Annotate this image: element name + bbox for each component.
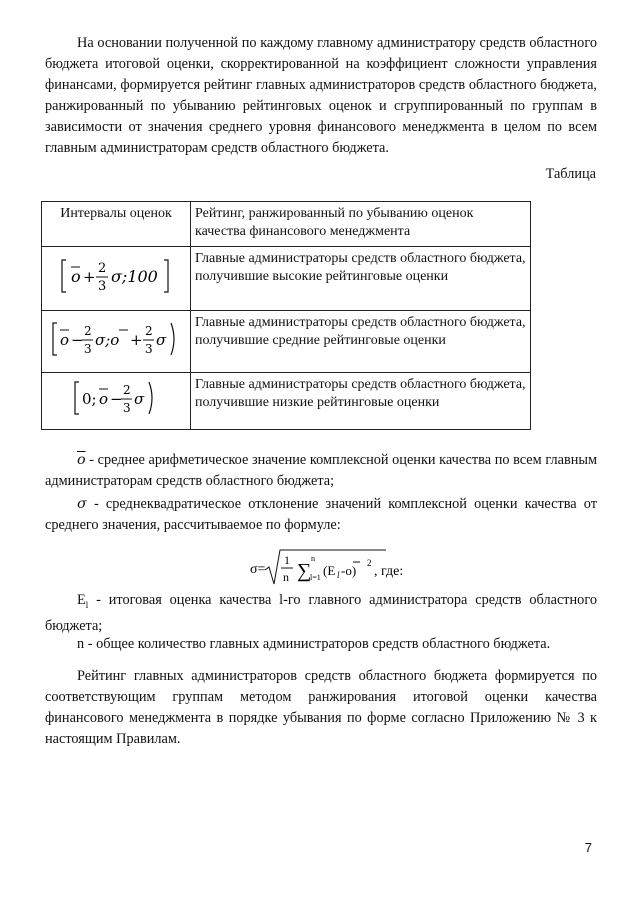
svg-text:σ;100: σ;100 [111,266,158,286]
formula-suffix: , где: [374,564,404,579]
description-high: Главные администраторы средств областного бюджета, получившие высокие рейтинговые оценки [191,247,531,311]
svg-text:σ;o: σ;o [95,330,120,349]
svg-text:3: 3 [145,341,153,356]
svg-text:2: 2 [367,558,372,568]
page-number: 7 [584,840,592,855]
definition-sigma [45,494,597,536]
intro-paragraph: На основании полученной по каждому главному администратору средств областного бюджета итоговой оценки, скорректированной на коэффициент сложности управления финансами, формируется рейтинг главных администраторов средств областного бюджета, ранжированный по убыванию рейтинговых оценок и сгруппированный по группам в зависимости от значения среднего уровня финансового менеджмента в целом по всем главным администраторам средств областного бюджета. [45,35,597,156]
svg-text:+: + [83,267,96,286]
svg-text:3: 3 [84,341,92,356]
description-medium: Главные администраторы средств областного бюджета, получившие средние рейтинговые оценки [191,311,531,373]
svg-text:σ=: σ= [250,562,266,577]
svg-text:(E: (E [323,563,336,578]
svg-text:3: 3 [98,278,107,294]
svg-text:n: n [283,570,289,584]
svg-text:2: 2 [145,323,153,338]
definition-sigma-text: - среднеквадратическое отклонение значений комплексной оценки качества от среднего значения, рассчитываемое по формуле: [45,496,597,533]
definition-o-text: - среднее арифметическое значение комплексной оценки качества по всем главным администраторам средств областного бюджета; [45,452,597,489]
table-label: Таблица [545,166,596,182]
svg-text:o: o [99,390,109,408]
closing-paragraph: Рейтинг главных администраторов средств областного бюджета формируется по соответствующим группам методом ранжирования итоговой оценки качества финансового менеджмента в порядке убывания по форме согласно Приложению № 3 к настоящим Правилам. [45,668,597,747]
svg-text:o: o [60,330,70,349]
interval-low-formula [71,376,161,420]
svg-text:σ: σ [156,330,167,349]
table-row [42,247,531,311]
svg-text:−: − [110,390,123,408]
svg-text:+: + [130,330,143,349]
interval-high [42,247,191,311]
interval-medium-formula [49,317,183,361]
svg-text:∑: ∑ [297,560,312,582]
description-low: Главные администраторы средств областного бюджета, получившие низкие рейтинговые оценки [191,373,531,430]
svg-text:-o): -o) [341,563,357,578]
interval-medium [42,311,191,373]
header-intervals: Интервалы оценок [42,202,191,247]
svg-text:2: 2 [123,383,131,397]
e-subscript: l [85,599,89,610]
sigma-symbol: σ [77,496,87,512]
svg-text:−: − [71,330,84,349]
svg-text:o: o [71,266,81,286]
definition-e-text: - итоговая оценка качества l-го главного администратора средств областного бюджета; [45,592,597,634]
definition-e [45,590,597,637]
svg-text:σ: σ [134,390,145,408]
definition-n [45,634,597,655]
sigma-formula [250,546,450,590]
definition-o [45,450,597,492]
svg-text:2: 2 [84,323,92,338]
interval-low [42,373,191,430]
svg-text:n: n [311,554,315,563]
interval-high-formula [56,254,176,298]
table-header-row [42,202,531,247]
svg-text:l: l [337,570,340,580]
table-row [42,311,531,373]
rating-table [41,201,531,430]
svg-text:1: 1 [284,553,290,567]
definition-n-text: - общее количество главных администраторов средств областного бюджета. [84,636,551,652]
n-symbol: n [77,636,85,652]
o-bar-symbol: $\overline{o}$ [77,452,86,468]
svg-text:2: 2 [98,260,107,276]
e-symbol: E [77,592,86,608]
svg-text:3: 3 [123,401,131,415]
table-row [42,373,531,430]
header-rating: Рейтинг, ранжированный по убыванию оценок качества финансового менеджмента [191,202,531,247]
svg-text:l=1: l=1 [310,573,321,582]
svg-text:0;: 0; [82,390,97,408]
